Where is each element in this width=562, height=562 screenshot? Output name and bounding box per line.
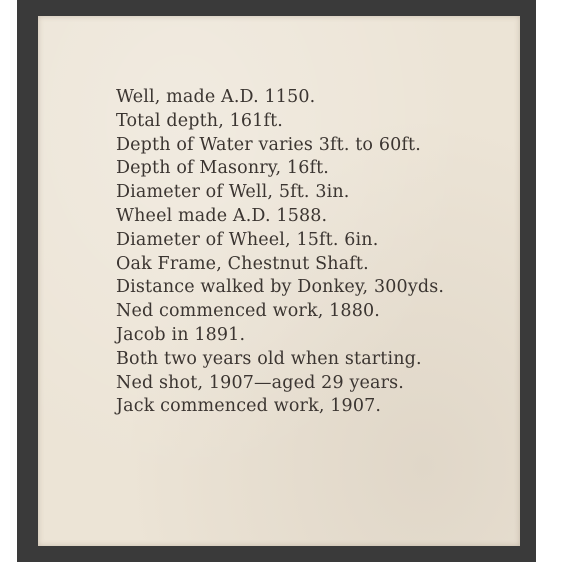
fact-list xyxy=(116,86,444,419)
fact-line-well-diameter: Diameter of Well, 5ft. 3in. xyxy=(116,182,350,203)
fact-line-well-made: Well, made A.D. 1150. xyxy=(116,87,316,107)
fact-line-wheel-made: Wheel made A.D. 1588. xyxy=(116,205,328,226)
fact-line-water-depth: Depth of Water varies 3ft. to 60ft. xyxy=(116,134,421,155)
fact-line-jack-commenced: Jack commenced work, 1907. xyxy=(116,396,382,417)
fact-line-ned-commenced: Ned commenced work, 1880. xyxy=(116,301,380,322)
paper-card xyxy=(38,16,520,546)
fact-line-age-starting: Both two years old when starting. xyxy=(116,348,422,369)
fact-line-total-depth: Total depth, 161ft. xyxy=(116,110,283,131)
fact-line-wheel-diameter: Diameter of Wheel, 15ft. 6in. xyxy=(116,229,379,250)
fact-line-jacob: Jacob in 1891. xyxy=(116,324,246,345)
fact-line-ned-shot: Ned shot, 1907—aged 29 years. xyxy=(116,372,404,393)
fact-line-donkey-distance: Distance walked by Donkey, 300yds. xyxy=(116,277,445,298)
fact-line-masonry-depth: Depth of Masonry, 16ft. xyxy=(116,158,330,179)
fact-line-frame-shaft: Oak Frame, Chestnut Shaft. xyxy=(116,253,369,274)
